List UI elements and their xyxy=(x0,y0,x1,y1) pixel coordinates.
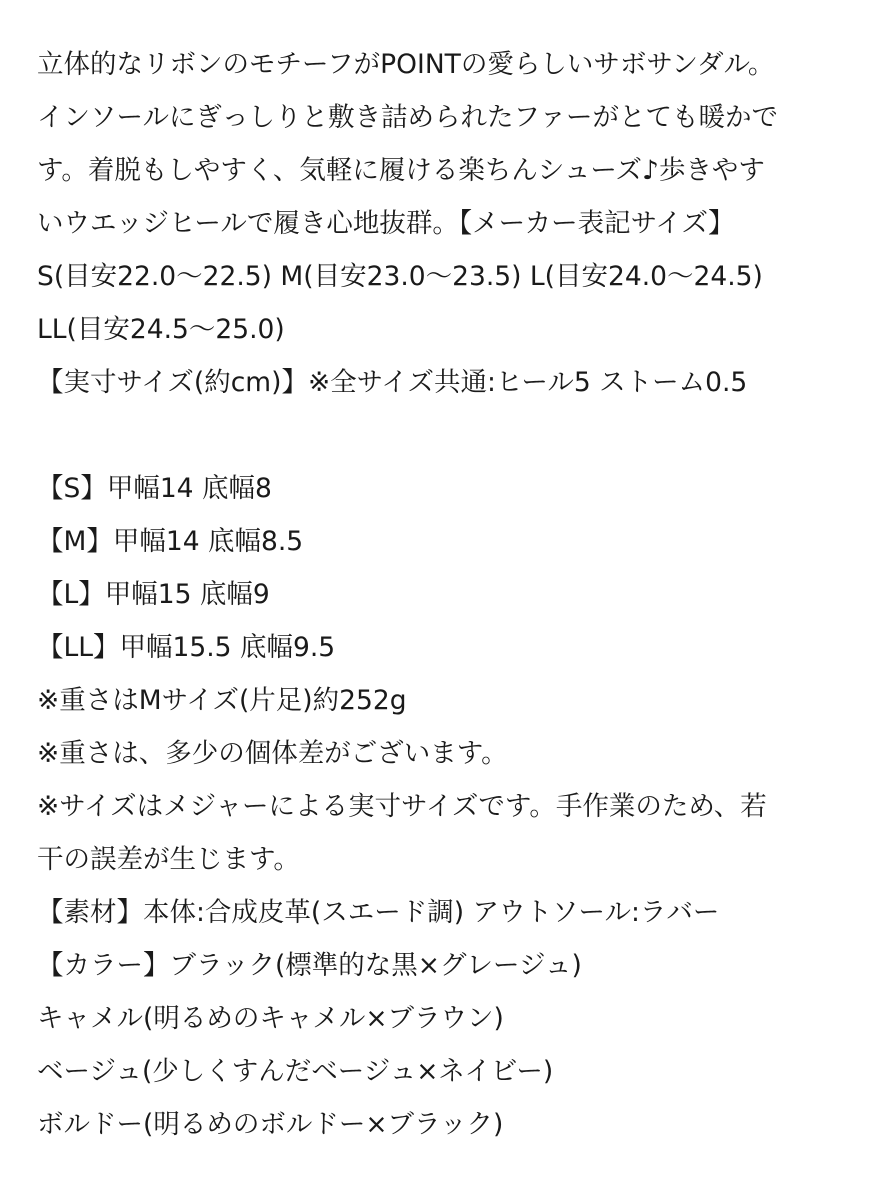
description-line: す。着脱もしやすく、気軽に履ける楽ちんシューズ♪歩きやす xyxy=(37,155,765,186)
size-row: 【M】甲幅14 底幅8.5 xyxy=(37,526,304,557)
description-line: インソールにぎっしりと敷き詰められたファーがとても暖かで xyxy=(37,102,778,133)
product-description xyxy=(37,38,867,1151)
description-line: いウエッジヒールで履き心地抜群。【メーカー表記サイズ】 xyxy=(37,208,735,239)
material-line: 【素材】本体:合成皮革(スエード調) アウトソール:ラバー xyxy=(37,897,720,928)
size-guide-line: S(目安22.0〜22.5) M(目安23.0〜23.5) L(目安24.0〜24.5) xyxy=(37,261,763,292)
description-line: 立体的なリボンのモチーフがPOINTの愛らしいサボサンダル。 xyxy=(37,49,775,80)
actual-size-heading: 【実寸サイズ(約cm)】※全サイズ共通:ヒール5 ストーム0.5 xyxy=(37,367,748,398)
spacer xyxy=(37,409,867,462)
size-guide-line: LL(目安24.5〜25.0) xyxy=(37,314,285,345)
color-line: キャメル(明るめのキャメル×ブラウン) xyxy=(37,1003,504,1034)
color-line: ボルドー(明るめのボルドー×ブラック) xyxy=(37,1109,504,1140)
measurement-note: 干の誤差が生じます。 xyxy=(37,844,300,875)
weight-note: ※重さはMサイズ(片足)約252g xyxy=(37,685,407,716)
color-line: ベージュ(少しくすんだベージュ×ネイビー) xyxy=(37,1056,554,1087)
size-row: 【S】甲幅14 底幅8 xyxy=(37,473,272,504)
color-line: 【カラー】ブラック(標準的な黒×グレージュ) xyxy=(37,950,582,981)
measurement-note: ※サイズはメジャーによる実寸サイズです。手作業のため、若 xyxy=(37,791,767,822)
size-row: 【LL】甲幅15.5 底幅9.5 xyxy=(37,632,336,663)
size-row: 【L】甲幅15 底幅9 xyxy=(37,579,270,610)
weight-note: ※重さは、多少の個体差がございます。 xyxy=(37,738,508,769)
